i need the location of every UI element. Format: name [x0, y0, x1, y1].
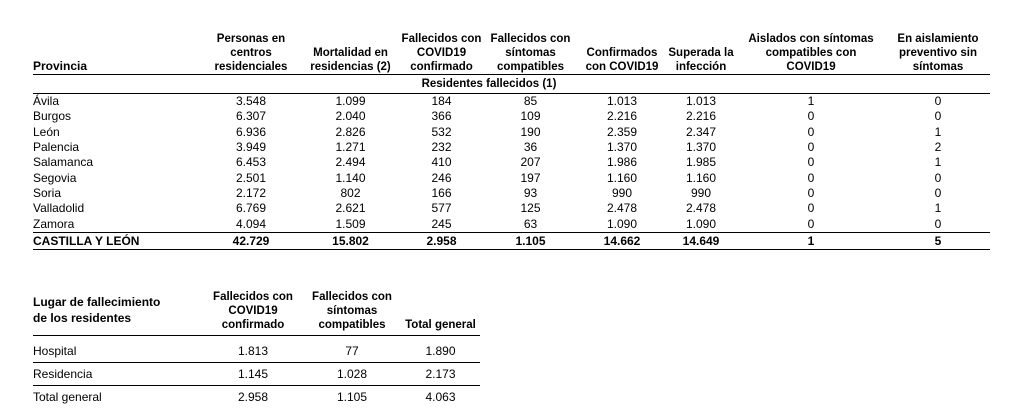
total-cell: 1 [736, 232, 886, 249]
total-cell: 2.958 [203, 386, 303, 408]
table-cell: 2.040 [301, 109, 400, 124]
total-cell: 5 [886, 232, 990, 249]
province-name: Burgos [33, 109, 201, 124]
col-header-fallecidos-covid: Fallecidos con COVID19 confirmado [400, 27, 483, 75]
table-cell: 197 [483, 170, 578, 185]
total-cell: 14.649 [666, 232, 736, 249]
total-cell: 1.105 [483, 232, 578, 249]
subheader-row [33, 75, 990, 94]
total-cell: CASTILLA Y LEÓN [33, 232, 201, 249]
table-cell: 2.216 [666, 109, 736, 124]
total-cell: 2.958 [400, 232, 483, 249]
total-cell: 15.802 [301, 232, 400, 249]
province-name: León [33, 125, 201, 140]
table-cell: 125 [483, 201, 578, 216]
province-name: Segovia [33, 170, 201, 185]
col-header-confirmados: Confirmados con COVID19 [578, 27, 666, 75]
table-cell: 1 [886, 155, 990, 170]
table-cell: 990 [666, 186, 736, 201]
table-cell: 1.090 [578, 216, 666, 232]
total-row [33, 232, 990, 249]
table-cell: 0 [736, 170, 886, 185]
table-cell: 1.099 [301, 94, 400, 110]
table-cell: 109 [483, 109, 578, 124]
total-cell: 42.729 [201, 232, 301, 249]
table-cell: 1.013 [578, 94, 666, 110]
table-body [33, 336, 480, 386]
table-cell: 1.370 [578, 140, 666, 155]
province-name: Salamanca [33, 155, 201, 170]
col-header-aislados: Aislados con síntomas compatibles con COVID19 [736, 27, 886, 75]
total-cell: 4.063 [401, 386, 480, 408]
table-cell: 36 [483, 140, 578, 155]
residential-centers-table [33, 27, 990, 250]
residentes-fallecidos-label: Residentes fallecidos (1) [400, 75, 578, 94]
table-row [33, 140, 990, 155]
table-cell: 2.494 [301, 155, 400, 170]
table-cell: 3.548 [201, 94, 301, 110]
table-header-row [33, 281, 480, 336]
table-cell: 1.509 [301, 216, 400, 232]
table-cell: 577 [400, 201, 483, 216]
col-header-mortalidad: Mortalidad en residencias (2) [301, 27, 400, 75]
table-cell: 0 [736, 155, 886, 170]
table-cell: 990 [578, 186, 666, 201]
table-row [33, 170, 990, 185]
table-cell: 1.145 [203, 363, 303, 386]
table-cell: 1.985 [666, 155, 736, 170]
table-cell: 1 [886, 201, 990, 216]
table-cell: 1.160 [578, 170, 666, 185]
table-cell: 1.013 [666, 94, 736, 110]
table-row [33, 109, 990, 124]
place-name: Hospital [33, 336, 203, 363]
table-cell: 1.028 [303, 363, 401, 386]
table-cell: 2.173 [401, 363, 480, 386]
table-cell: 93 [483, 186, 578, 201]
table-cell: 190 [483, 125, 578, 140]
table-cell: 1.140 [301, 170, 400, 185]
table-cell: 1.986 [578, 155, 666, 170]
table-cell: 2.359 [578, 125, 666, 140]
table-cell: 2.478 [666, 201, 736, 216]
table-cell: 6.453 [201, 155, 301, 170]
table-cell: 4.094 [201, 216, 301, 232]
table-row [33, 363, 480, 386]
table-header-row [33, 27, 990, 75]
table-cell: 410 [400, 155, 483, 170]
table-cell: 77 [303, 336, 401, 363]
total-cell: Total general [33, 386, 203, 408]
province-name: Ávila [33, 94, 201, 110]
province-name: Valladolid [33, 201, 201, 216]
table-cell: 6.769 [201, 201, 301, 216]
col-header-total: Total general [401, 281, 480, 336]
col-header-sintomas: Fallecidos con síntomas compatibles [303, 281, 401, 336]
table-cell: 0 [886, 170, 990, 185]
table-cell: 802 [301, 186, 400, 201]
table-cell: 532 [400, 125, 483, 140]
province-name: Zamora [33, 216, 201, 232]
table-cell: 0 [736, 140, 886, 155]
table-cell: 0 [736, 109, 886, 124]
table-cell: 2.172 [201, 186, 301, 201]
table-cell: 6.936 [201, 125, 301, 140]
total-cell: 1.105 [303, 386, 401, 408]
table-row [33, 201, 990, 216]
table-cell: 0 [886, 216, 990, 232]
table-cell: 1.160 [666, 170, 736, 185]
col-header-covid: Fallecidos con COVID19 confirmado [203, 281, 303, 336]
table-cell: 1 [736, 94, 886, 110]
table-cell: 2 [886, 140, 990, 155]
table-cell: 85 [483, 94, 578, 110]
table-cell: 1.890 [401, 336, 480, 363]
table-cell: 2.216 [578, 109, 666, 124]
table-row [33, 155, 990, 170]
table-cell: 1.271 [301, 140, 400, 155]
table-cell: 246 [400, 170, 483, 185]
table-cell: 0 [886, 109, 990, 124]
table-cell: 207 [483, 155, 578, 170]
table-cell: 3.949 [201, 140, 301, 155]
col-header-lugar: Lugar de fallecimiento de los residentes [33, 281, 203, 336]
table-cell: 1.370 [666, 140, 736, 155]
table-cell: 63 [483, 216, 578, 232]
table-cell: 184 [400, 94, 483, 110]
table-cell: 0 [736, 216, 886, 232]
table-cell: 1.090 [666, 216, 736, 232]
table-row [33, 186, 990, 201]
table-cell: 2.347 [666, 125, 736, 140]
table-cell: 6.307 [201, 109, 301, 124]
table-cell: 1.813 [203, 336, 303, 363]
place-of-death-table [33, 281, 480, 408]
place-name: Residencia [33, 363, 203, 386]
col-header-aislamiento: En aislamiento preventivo sin síntomas [886, 27, 990, 75]
col-header-superada: Superada la infección [666, 27, 736, 75]
table-body [33, 94, 990, 233]
table-cell: 0 [886, 186, 990, 201]
col-header-provincia: Provincia [33, 27, 201, 75]
table-cell: 2.826 [301, 125, 400, 140]
table-cell: 2.621 [301, 201, 400, 216]
total-cell: 14.662 [578, 232, 666, 249]
table-cell: 2.478 [578, 201, 666, 216]
table-cell: 0 [736, 125, 886, 140]
table-cell: 0 [736, 201, 886, 216]
total-row [33, 386, 480, 408]
table-cell: 0 [886, 94, 990, 110]
table-cell: 0 [736, 186, 886, 201]
table-cell: 232 [400, 140, 483, 155]
table-cell: 1 [886, 125, 990, 140]
province-name: Palencia [33, 140, 201, 155]
col-header-fallecidos-sintomas: Fallecidos con síntomas compatibles [483, 27, 578, 75]
table-cell: 366 [400, 109, 483, 124]
table-row [33, 125, 990, 140]
table-cell: 2.501 [201, 170, 301, 185]
table-row [33, 94, 990, 110]
col-header-personas: Personas en centros residenciales [201, 27, 301, 75]
table-cell: 245 [400, 216, 483, 232]
table-cell: 166 [400, 186, 483, 201]
province-name: Soria [33, 186, 201, 201]
table-row [33, 336, 480, 363]
table-row [33, 216, 990, 232]
